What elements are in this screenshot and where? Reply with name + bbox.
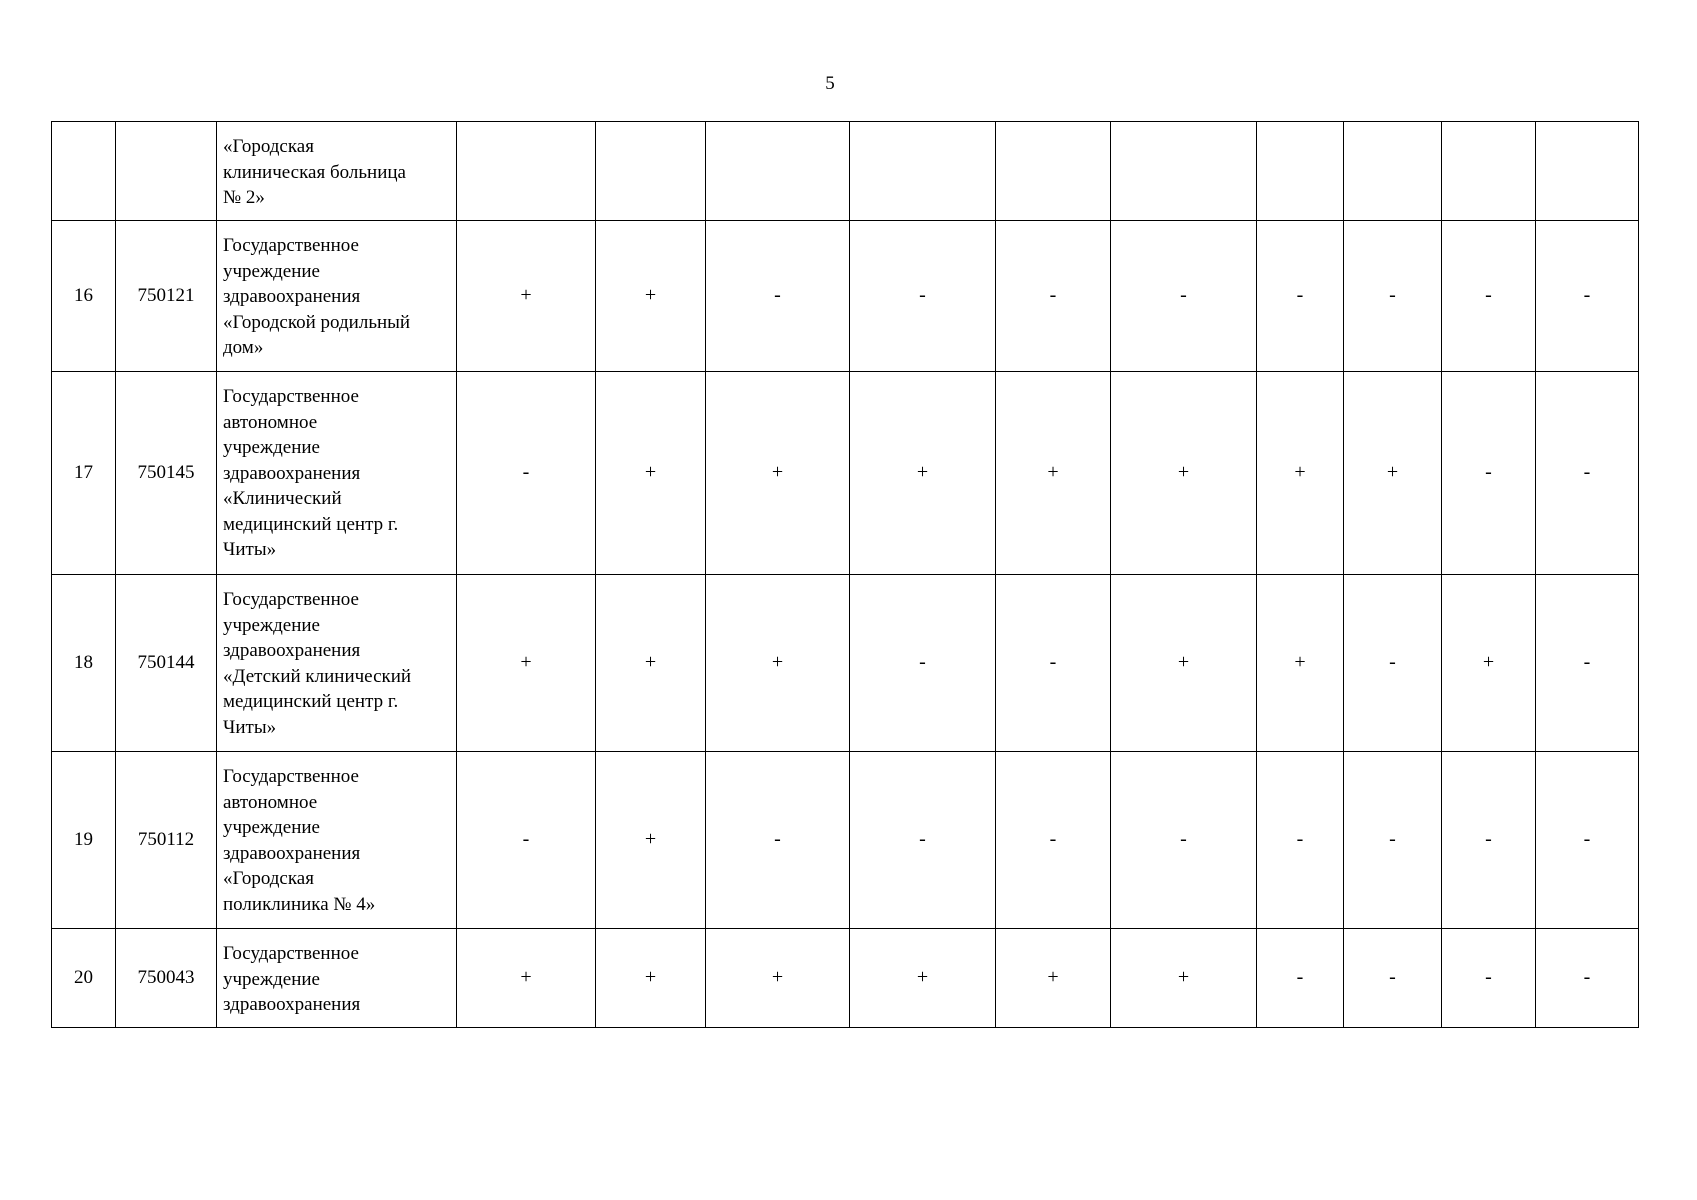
row-number-cell: 20 bbox=[52, 929, 116, 1028]
mark-cell-col-2: + bbox=[596, 575, 706, 752]
mark-cell-col-6: + bbox=[1111, 575, 1257, 752]
institution-name-cell bbox=[217, 575, 457, 752]
mark-cell-col-4: - bbox=[850, 575, 996, 752]
institution-name-cell bbox=[217, 122, 457, 221]
institution-name-line: Государственное bbox=[223, 235, 359, 256]
institution-name-line: автономное bbox=[223, 411, 318, 433]
mark-cell-col-3: - bbox=[706, 752, 850, 929]
table-row bbox=[52, 372, 1639, 575]
mark-cell-col-4: - bbox=[850, 221, 996, 372]
institution-name-line: медицинский центр г. bbox=[223, 513, 399, 535]
mark-cell-col-5: + bbox=[996, 372, 1111, 575]
mark-cell-col-3: - bbox=[706, 221, 850, 372]
mark-cell-col-10: - bbox=[1536, 752, 1639, 929]
mark-cell-col-4 bbox=[850, 122, 996, 221]
row-number-cell bbox=[52, 122, 116, 221]
mark-cell-col-9: + bbox=[1442, 575, 1536, 752]
table-row bbox=[52, 221, 1639, 372]
institution-name-line: учреждение bbox=[223, 817, 320, 838]
mark-cell-col-2: + bbox=[596, 221, 706, 372]
mark-cell-col-1 bbox=[457, 122, 596, 221]
institution-name-line: автономное bbox=[223, 791, 318, 813]
mark-cell-col-5: - bbox=[996, 575, 1111, 752]
institution-name-line: здравоохранения bbox=[223, 994, 361, 1015]
mark-cell-col-7: + bbox=[1257, 575, 1344, 752]
institution-name-line: поликлиника № 4» bbox=[223, 893, 376, 915]
mark-cell-col-2: + bbox=[596, 929, 706, 1028]
mark-cell-col-9: - bbox=[1442, 752, 1536, 929]
table-row bbox=[52, 575, 1639, 752]
mark-cell-col-10 bbox=[1536, 122, 1639, 221]
mark-cell-col-3 bbox=[706, 122, 850, 221]
mark-cell-col-1: + bbox=[457, 575, 596, 752]
registry-code-cell: 750145 bbox=[116, 372, 217, 575]
table-row bbox=[52, 752, 1639, 929]
row-number-cell: 16 bbox=[52, 221, 116, 372]
institution-name-line: Государственное bbox=[223, 766, 359, 787]
registry-code-cell: 750043 bbox=[116, 929, 217, 1028]
mark-cell-col-10: - bbox=[1536, 372, 1639, 575]
institution-name-line: здравоохранения bbox=[223, 286, 361, 307]
mark-cell-col-9: - bbox=[1442, 372, 1536, 575]
institution-name-line: учреждение bbox=[223, 968, 320, 990]
mark-cell-col-4: - bbox=[850, 752, 996, 929]
institution-name-line: учреждение bbox=[223, 614, 320, 636]
institution-name-cell bbox=[217, 372, 457, 575]
mark-cell-col-8 bbox=[1344, 122, 1442, 221]
institutions-table bbox=[51, 121, 1639, 1028]
institution-name-line: Читы» bbox=[223, 539, 277, 560]
registry-code-cell bbox=[116, 122, 217, 221]
mark-cell-col-7 bbox=[1257, 122, 1344, 221]
institution-name-line: «Городской родильный bbox=[223, 311, 411, 333]
institution-name-line: учреждение bbox=[223, 437, 320, 458]
mark-cell-col-5 bbox=[996, 122, 1111, 221]
page-number: 5 bbox=[825, 73, 835, 94]
mark-cell-col-5: - bbox=[996, 752, 1111, 929]
mark-cell-col-7: - bbox=[1257, 929, 1344, 1028]
mark-cell-col-2: + bbox=[596, 752, 706, 929]
institution-name-line: Читы» bbox=[223, 716, 277, 738]
institution-name-line: клиническая больница bbox=[223, 161, 406, 183]
row-number-cell: 19 bbox=[52, 752, 116, 929]
mark-cell-col-1: - bbox=[457, 752, 596, 929]
institution-name-line: дом» bbox=[223, 337, 264, 358]
row-number-cell: 17 bbox=[52, 372, 116, 575]
mark-cell-col-7: + bbox=[1257, 372, 1344, 575]
mark-cell-col-6: + bbox=[1111, 929, 1257, 1028]
institution-name-cell bbox=[217, 752, 457, 929]
institution-name-line: Государственное bbox=[223, 386, 359, 407]
mark-cell-col-6: - bbox=[1111, 752, 1257, 929]
registry-code-cell: 750112 bbox=[116, 752, 217, 929]
mark-cell-col-10: - bbox=[1536, 575, 1639, 752]
mark-cell-col-3: + bbox=[706, 575, 850, 752]
mark-cell-col-6: + bbox=[1111, 372, 1257, 575]
mark-cell-col-7: - bbox=[1257, 221, 1344, 372]
mark-cell-col-6 bbox=[1111, 122, 1257, 221]
mark-cell-col-10: - bbox=[1536, 929, 1639, 1028]
institution-name-line: № 2» bbox=[223, 187, 265, 208]
mark-cell-col-8: - bbox=[1344, 221, 1442, 372]
institution-name-line: здравоохранения bbox=[223, 842, 361, 864]
institution-name-line: «Городская bbox=[223, 868, 314, 889]
mark-cell-col-9: - bbox=[1442, 929, 1536, 1028]
mark-cell-col-5: + bbox=[996, 929, 1111, 1028]
mark-cell-col-4: + bbox=[850, 372, 996, 575]
mark-cell-col-8: - bbox=[1344, 752, 1442, 929]
mark-cell-col-5: - bbox=[996, 221, 1111, 372]
mark-cell-col-4: + bbox=[850, 929, 996, 1028]
institution-name-line: Государственное bbox=[223, 589, 359, 610]
mark-cell-col-8: + bbox=[1344, 372, 1442, 575]
institution-name-line: «Городская bbox=[223, 136, 314, 157]
registry-code-cell: 750144 bbox=[116, 575, 217, 752]
mark-cell-col-10: - bbox=[1536, 221, 1639, 372]
institution-name-line: здравоохранения bbox=[223, 640, 361, 661]
mark-cell-col-1: + bbox=[457, 221, 596, 372]
institution-name-line: учреждение bbox=[223, 260, 320, 282]
mark-cell-col-9 bbox=[1442, 122, 1536, 221]
mark-cell-col-9: - bbox=[1442, 221, 1536, 372]
institution-name-cell bbox=[217, 929, 457, 1028]
institution-name-line: «Клинический bbox=[223, 488, 342, 509]
institution-name-line: медицинский центр г. bbox=[223, 691, 399, 712]
row-number-cell: 18 bbox=[52, 575, 116, 752]
mark-cell-col-8: - bbox=[1344, 575, 1442, 752]
mark-cell-col-3: + bbox=[706, 929, 850, 1028]
institution-name-line: Государственное bbox=[223, 943, 359, 964]
mark-cell-col-6: - bbox=[1111, 221, 1257, 372]
institution-name-line: здравоохранения bbox=[223, 462, 361, 484]
institution-name-cell bbox=[217, 221, 457, 372]
table-row bbox=[52, 122, 1639, 221]
registry-code-cell: 750121 bbox=[116, 221, 217, 372]
mark-cell-col-8: - bbox=[1344, 929, 1442, 1028]
institution-name-line: «Детский клинический bbox=[223, 665, 412, 687]
mark-cell-col-3: + bbox=[706, 372, 850, 575]
mark-cell-col-1: + bbox=[457, 929, 596, 1028]
table-row bbox=[52, 929, 1639, 1028]
mark-cell-col-2: + bbox=[596, 372, 706, 575]
mark-cell-col-1: - bbox=[457, 372, 596, 575]
mark-cell-col-7: - bbox=[1257, 752, 1344, 929]
mark-cell-col-2 bbox=[596, 122, 706, 221]
